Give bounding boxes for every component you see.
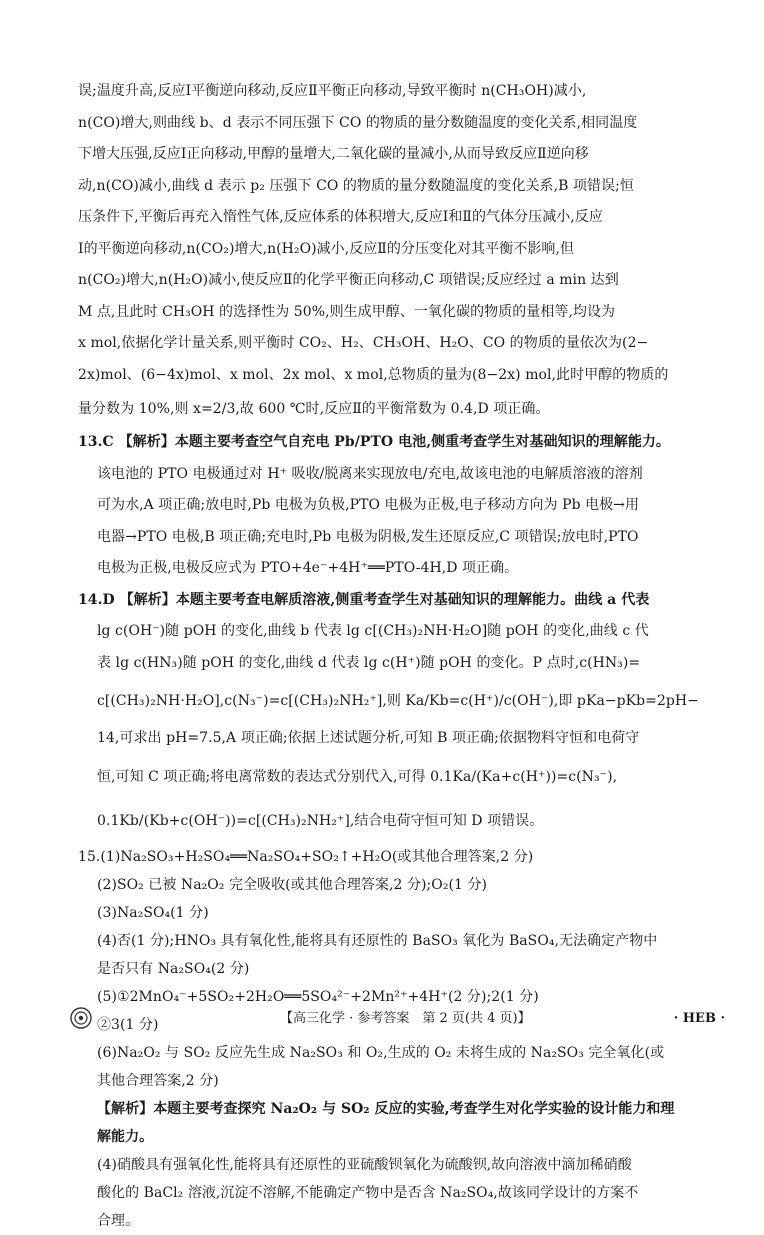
text-line: (6)Na₂O₂ 与 SO₂ 反应先生成 Na₂SO₃ 和 O₂,生成的 O₂ 未将生成的 Na₂SO₃ 完全氧化(或	[97, 1044, 665, 1061]
text-line: 表 lg c(HN₃)随 pOH 的变化,曲线 d 代表 lg c(H⁺)随 pOH 的变化。P 点时,c(HN₃)=	[97, 654, 641, 671]
text-line: 其他合理答案,2 分)	[97, 1072, 219, 1089]
text-line: 电器→PTO 电极,B 项正确;充电时,Pb 电极为阴极,发生还原反应,C 项错误;放电时,PTO	[97, 528, 639, 545]
text-line: 误;温度升高,反应Ⅰ平衡逆向移动,反应Ⅱ平衡正向移动,导致平衡时 n(CH₃OH)减小,	[78, 83, 587, 99]
text-line: 合理。	[97, 1212, 140, 1229]
text-line: 15.(1)Na₂SO₃+H₂SO₄══Na₂SO₄+SO₂↑+H₂O(或其他合理答案,2 分)	[78, 848, 534, 865]
text-line: 酸化的 BaCl₂ 溶液,沉淀不溶解,不能确定产物中是否含 Na₂SO₄,故该同学设计的方案不	[97, 1184, 639, 1201]
text-line: 2x)mol、(6−4x)mol、x mol、2x mol、x mol,总物质的量为(8−2x) mol,此时甲醇的物质的	[78, 366, 669, 383]
footer-code: · HEB ·	[673, 1011, 725, 1026]
text-line: 该电池的 PTO 电极通过对 H⁺ 吸收/脱离来实现放电/充电,故该电池的电解质溶液的溶剂	[97, 465, 643, 482]
text-line: lg c(OH⁻)随 pOH 的变化,曲线 b 代表 lg c[(CH₃)₂NH·H₂O]随 pOH 的变化,曲线 c 代	[97, 623, 649, 639]
text-line: 解能力。	[97, 1128, 154, 1145]
text-line: 14,可求出 pH=7.5,A 项正确;依据上述试题分析,可知 B 项正确;依据物料守恒和电荷守	[97, 730, 640, 746]
text-line: 电极为正极,电极反应式为 PTO+4e⁻+4H⁺══PTO-4H,D 项正确。	[97, 560, 519, 576]
text-line: 13.C 【解析】本题主要考查空气自充电 Pb/PTO 电池,侧重考查学生对基础知识的理解能力。	[78, 434, 670, 450]
text-line: 下增大压强,反应Ⅰ正向移动,甲醇的量增大,二氧化碳的量减小,从而导致反应Ⅱ逆向移	[78, 146, 589, 162]
text-line: 动,n(CO)减小,曲线 d 表示 p₂ 压强下 CO 的物质的量分数随温度的变化关系,B 项错误;恒	[78, 177, 634, 194]
text-line: n(CO)增大,则曲线 b、d 表示不同压强下 CO 的物质的量分数随温度的变化关系,相同温度	[78, 114, 638, 131]
text-line: 0.1Kb/(Kb+c(OH⁻))=c[(CH₃)₂NH₂⁺],结合电荷守恒可知 D 项错误。	[97, 812, 544, 829]
text-line: 恒,可知 C 项正确;将电离常数的表达式分别代入,可得 0.1Ka/(Ka+c(H⁺))=c(N₃⁻),	[97, 768, 618, 785]
text-line: 压条件下,平衡后再充入惰性气体,反应体系的体积增大,反应Ⅰ和Ⅱ的气体分压减小,反应	[78, 209, 603, 225]
text-line: (4)硝酸具有强氧化性,能将具有还原性的亚硫酸钡氧化为硫酸钡,故向溶液中滴加稀硝酸	[97, 1156, 632, 1173]
text-line: 可为水,A 项正确;放电时,Pb 电极为负极,PTO 电极为正极,电子移动方向为 Pb 电极→用	[97, 497, 640, 513]
text-line: (3)Na₂SO₄(1 分)	[97, 904, 209, 921]
text-line: (2)SO₂ 已被 Na₂O₂ 完全吸收(或其他合理答案,2 分);O₂(1 分)	[97, 876, 488, 893]
answer-text-body	[78, 76, 718, 1235]
text-line: M 点,且此时 CH₃OH 的选择性为 50%,则生成甲醇、一氧化碳的物质的量相等,均设为	[78, 303, 616, 320]
text-line: c[(CH₃)₂NH·H₂O],c(N₃⁻)=c[(CH₃)₂NH₂⁺],则 Ka/Kb=c(H⁺)/c(OH⁻),即 pKa−pKb=2pH−	[97, 693, 699, 709]
text-line: (4)否(1 分);HNO₃ 具有氧化性,能将具有还原性的 BaSO₃ 氧化为 BaSO₄,无法确定产物中	[97, 932, 658, 949]
text-line: n(CO₂)增大,n(H₂O)减小,使反应Ⅱ的化学平衡正向移动,C 项错误;反应经过 a min 达到	[78, 272, 619, 288]
text-line: Ⅰ的平衡逆向移动,n(CO₂)增大,n(H₂O)减小,反应Ⅱ的分压变化对其平衡不影响,但	[78, 240, 575, 257]
text-line: 【解析】本题主要考查探究 Na₂O₂ 与 SO₂ 反应的实验,考查学生对化学实验的设计能力和理	[97, 1100, 675, 1117]
text-line: 14.D 【解析】本题主要考查电解质溶液,侧重考查学生对基础知识的理解能力。曲线 a 代表	[78, 591, 650, 608]
text-line: 是否只有 Na₂SO₄(2 分)	[97, 960, 250, 977]
text-line: 量分数为 10%,则 x=2/3,故 600 ℃时,反应Ⅱ的平衡常数为 0.4,D 项正确。	[78, 401, 550, 417]
footer-page-info: 【高三化学 · 参考答案 第 2 页(共 4 页)】	[280, 1011, 531, 1026]
text-line: x mol,依据化学计量关系,则平衡时 CO₂、H₂、CH₃OH、H₂O、CO 的物质的量依次为(2−	[78, 335, 649, 351]
text-line: (5)①2MnO₄⁻+5SO₂+2H₂O══5SO₄²⁻+2Mn²⁺+4H⁺(2 分);2(1 分)	[97, 988, 539, 1005]
text-line: ②3(1 分)	[97, 1016, 159, 1033]
page-footer	[70, 1005, 725, 1033]
logo-icon	[70, 1007, 92, 1029]
